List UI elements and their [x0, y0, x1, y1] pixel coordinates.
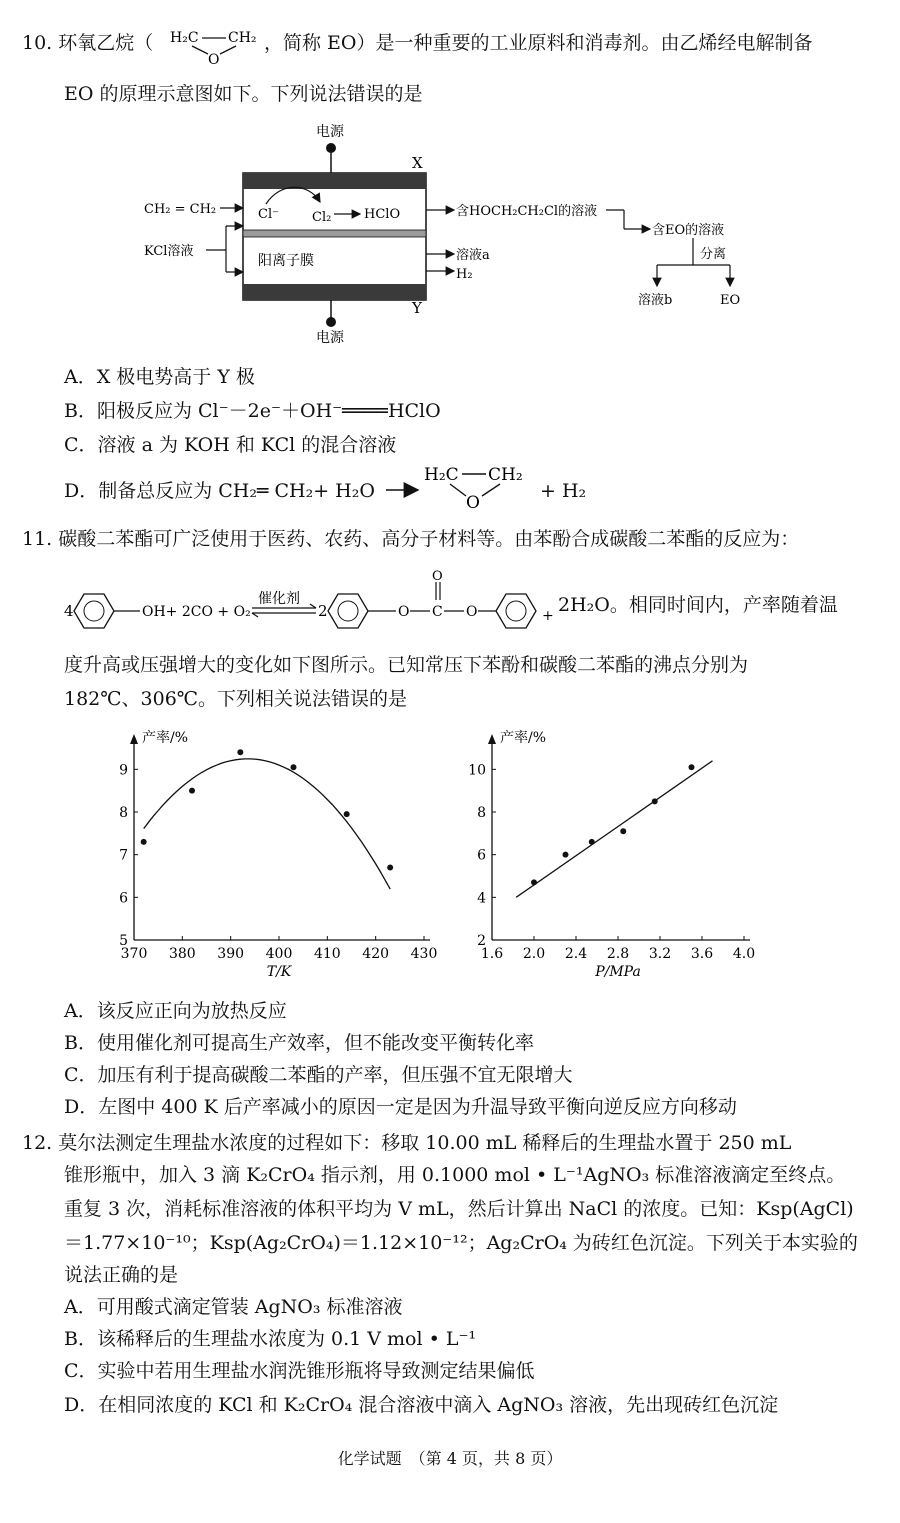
temp-data-point — [189, 788, 195, 794]
temp-data-point — [141, 839, 147, 845]
q11-option-b: B．使用催化剂可提高生产效率，但不能改变平衡转化率 — [64, 1032, 534, 1054]
q12-option-b: B．该稀释后的生理盐水浓度为 0.1 V mol • L⁻¹ — [64, 1328, 477, 1350]
q11-option-a: A．该反应正向为放热反应 — [64, 1000, 287, 1022]
press-y-label: 产率/% — [500, 730, 547, 746]
press-x-tick-label: 3.6 — [690, 946, 714, 962]
q10-line1 — [22, 28, 153, 58]
eq-catalyst: 催化剂 — [258, 591, 300, 607]
eq-plus: + — [542, 608, 554, 624]
press-data-point — [531, 879, 537, 885]
press-x-tick-label: 4.0 — [732, 946, 756, 962]
q12-number: 12. — [22, 1132, 53, 1154]
temp-x-tick-label: 430 — [410, 946, 438, 962]
q10-number: 10. — [22, 32, 53, 54]
temp-y-tick-label: 9 — [119, 762, 128, 779]
eq-coef-4: 4 — [64, 602, 74, 620]
benzene-ring-1 — [74, 594, 114, 628]
temp-x-tick-label: 390 — [217, 946, 245, 962]
press-x-tick-label: 2.8 — [606, 946, 630, 962]
q12-text-5: 说法正确的是 — [64, 1264, 179, 1286]
temp-y-tick-label: 6 — [119, 890, 128, 907]
q11-number: 11. — [22, 528, 53, 550]
q11-line1 — [22, 524, 799, 554]
eo-product-label: EO — [720, 293, 741, 308]
temp-y-tick-label: 8 — [119, 805, 128, 821]
press-x-tick-label: 3.2 — [648, 946, 672, 962]
press-x-tick-label: 1.6 — [480, 946, 504, 962]
q10-text-before: 环氧乙烷（ — [58, 32, 154, 54]
temp-data-point — [237, 749, 243, 755]
press-x-tick-label: 2.0 — [522, 946, 546, 962]
press-y-tick-label: 10 — [468, 762, 486, 779]
eo-ch2: CH₂ — [228, 30, 257, 46]
temp-y-tick-label: 5 — [119, 933, 128, 949]
eq-o1: O — [398, 604, 410, 620]
temp-x-label: T/K — [266, 964, 292, 980]
eq-coef-2: 2 — [318, 602, 328, 620]
q10-option-a: A．X 极电势高于 Y 极 — [64, 366, 255, 388]
eo-bond-right — [220, 46, 236, 54]
press-y-tick-label: 6 — [477, 847, 486, 864]
press-y-tick-label: 8 — [477, 805, 486, 821]
q11-reaction-equation — [60, 566, 620, 632]
option-d-equation — [382, 458, 552, 512]
electrode-y — [243, 284, 426, 300]
q12-option-d: D．在相同浓度的 KCl 和 K₂CrO₄ 混合溶液中滴入 AgNO₃ 溶液，先出现砖红色沉淀 — [64, 1394, 779, 1416]
eq-carbon: C — [432, 604, 443, 620]
q10-option-d-tail: + H₂ — [540, 480, 587, 502]
q11-option-d: D．左图中 400 K 后产率减小的原因一定是因为升温导致平衡向逆反应方向移动 — [64, 1096, 737, 1118]
temp-y-label: 产率/% — [142, 730, 189, 746]
hclo-label: HClO — [364, 207, 401, 222]
q12-option-c: C．实验中若用生理盐水润洗锥形瓶将导致测定结果偏低 — [64, 1360, 535, 1382]
q11-eq-water: 2H₂O。相同时间内，产率随着温 — [558, 594, 838, 616]
power-terminal-bottom — [326, 317, 336, 327]
q12-text-3: 重复 3 次，消耗标准溶液的体积平均为 V mL，然后计算出 NaCl 的浓度。已知：Ksp(AgCl) — [64, 1198, 854, 1220]
temp-y-tick-label: 7 — [119, 847, 128, 864]
temp-y-arrow — [130, 734, 138, 744]
output-solution-a: 溶液a — [456, 248, 490, 263]
eo-ch2-big: CH₂ — [488, 465, 523, 485]
press-data-point — [620, 828, 626, 834]
q10-text-after: ，简称 EO）是一种重要的工业原料和消毒剂。由乙烯经电解制备 — [264, 32, 813, 54]
press-x-label: P/MPa — [595, 964, 641, 980]
temp-data-point — [344, 811, 350, 817]
cl2-label: Cl₂ — [312, 210, 332, 225]
output-hoch2ch2cl: 含HOCH₂CH₂Cl的溶液 — [456, 204, 598, 219]
chart-pressure — [460, 712, 800, 994]
temp-x-tick-label: 380 — [168, 946, 196, 962]
benzene-ring-2 — [328, 594, 368, 628]
temp-x-tick-label: 370 — [120, 946, 148, 962]
eo-structure-small — [168, 26, 264, 66]
pressure-trend-line — [516, 761, 712, 898]
temp-x-tick-label: 400 — [265, 946, 293, 962]
eo-h2c-big: H₂C — [424, 465, 459, 485]
press-data-point — [689, 764, 695, 770]
q10-option-b: B．阳极反应为 Cl⁻－2e⁻＋OH⁻════HClO — [64, 400, 441, 422]
eo-bond-left — [192, 46, 208, 54]
eo-h2c: H₂C — [170, 30, 199, 46]
q11-line4: 182℃、306℃。下列相关说法错误的是 — [64, 688, 408, 710]
separation-label: 分离 — [700, 247, 727, 262]
press-data-point — [652, 798, 658, 804]
q11-option-c: C．加压有利于提高碳酸二苯酯的产率，但压强不宜无限增大 — [64, 1064, 573, 1086]
eo-o: O — [208, 52, 220, 66]
press-y-arrow — [488, 734, 496, 744]
temp-x-tick-label: 410 — [313, 946, 341, 962]
eo-o-big: O — [466, 493, 480, 512]
temp-x-tick-label: 420 — [362, 946, 390, 962]
cation-membrane — [243, 230, 426, 237]
cl-ion-label: Cl⁻ — [258, 207, 279, 222]
q12-line1 — [22, 1128, 791, 1158]
q12-text-1: 莫尔法测定生理盐水浓度的过程如下：移取 10.00 mL 稀释后的生理盐水置于 250 mL — [58, 1132, 792, 1154]
output-h2: H₂ — [456, 267, 473, 282]
q12-text-4: ＝1.77×10⁻¹⁰；Ksp(Ag₂CrO₄)＝1.12×10⁻¹²；Ag₂CrO₄ 为砖红色沉淀。下列关于本实验的 — [64, 1232, 858, 1254]
solution-b-label: 溶液b — [638, 293, 673, 308]
eq-carbonyl-o: O — [432, 569, 443, 584]
q10-option-d: D．制备总反应为 CH₂═ CH₂+ H₂O — [64, 480, 375, 502]
temp-data-point — [387, 864, 393, 870]
q10-line2: EO 的原理示意图如下。下列说法错误的是 — [64, 83, 423, 105]
press-data-point — [563, 852, 569, 858]
eq-o2: O — [466, 604, 478, 620]
q11-line3: 度升高或压强增大的变化如下图所示。已知常压下苯酚和碳酸二苯酯的沸点分别为 — [64, 654, 749, 676]
cl-oxidation-arrow — [266, 187, 320, 204]
eo-solution-label: 含EO的溶液 — [652, 223, 725, 238]
power-label-top: 电源 — [316, 124, 344, 140]
eq-reactants: OH+ 2CO + O₂ — [142, 604, 251, 620]
press-y-tick-label: 2 — [477, 933, 486, 949]
q12-text-2: 锥形瓶中，加入 3 滴 K₂CrO₄ 指示剂，用 0.1000 mol • L⁻¹AgNO₃ 标准溶液滴定至终点。 — [64, 1164, 846, 1186]
membrane-label: 阳离子膜 — [258, 253, 314, 269]
input-ethylene: CH₂ = CH₂ — [144, 202, 217, 217]
press-y-tick-label: 4 — [477, 890, 486, 907]
electrode-x-label: X — [412, 154, 423, 172]
electrode-x — [243, 173, 426, 189]
q12-option-a: A．可用酸式滴定管装 AgNO₃ 标准溶液 — [64, 1296, 403, 1318]
electrode-y-label: Y — [412, 299, 422, 317]
benzene-ring-3 — [496, 594, 536, 628]
q10-option-c: C．溶液 a 为 KOH 和 KCl 的混合溶液 — [64, 434, 397, 456]
temp-data-point — [291, 764, 297, 770]
input-kcl: KCl溶液 — [144, 244, 194, 259]
press-x-tick-label: 2.4 — [564, 946, 588, 962]
power-label-bottom: 电源 — [316, 330, 344, 346]
temperature-trend-curve — [144, 759, 391, 889]
press-data-point — [589, 839, 595, 845]
q11-text: 碳酸二苯酯可广泛使用于医药、农药、高分子材料等。由苯酚合成碳酸二苯酯的反应为： — [58, 528, 800, 550]
page-footer: 化学试题 （第 4 页，共 8 页） — [337, 1449, 563, 1468]
chart-temperature — [100, 712, 450, 994]
electrolysis-diagram — [130, 118, 770, 350]
